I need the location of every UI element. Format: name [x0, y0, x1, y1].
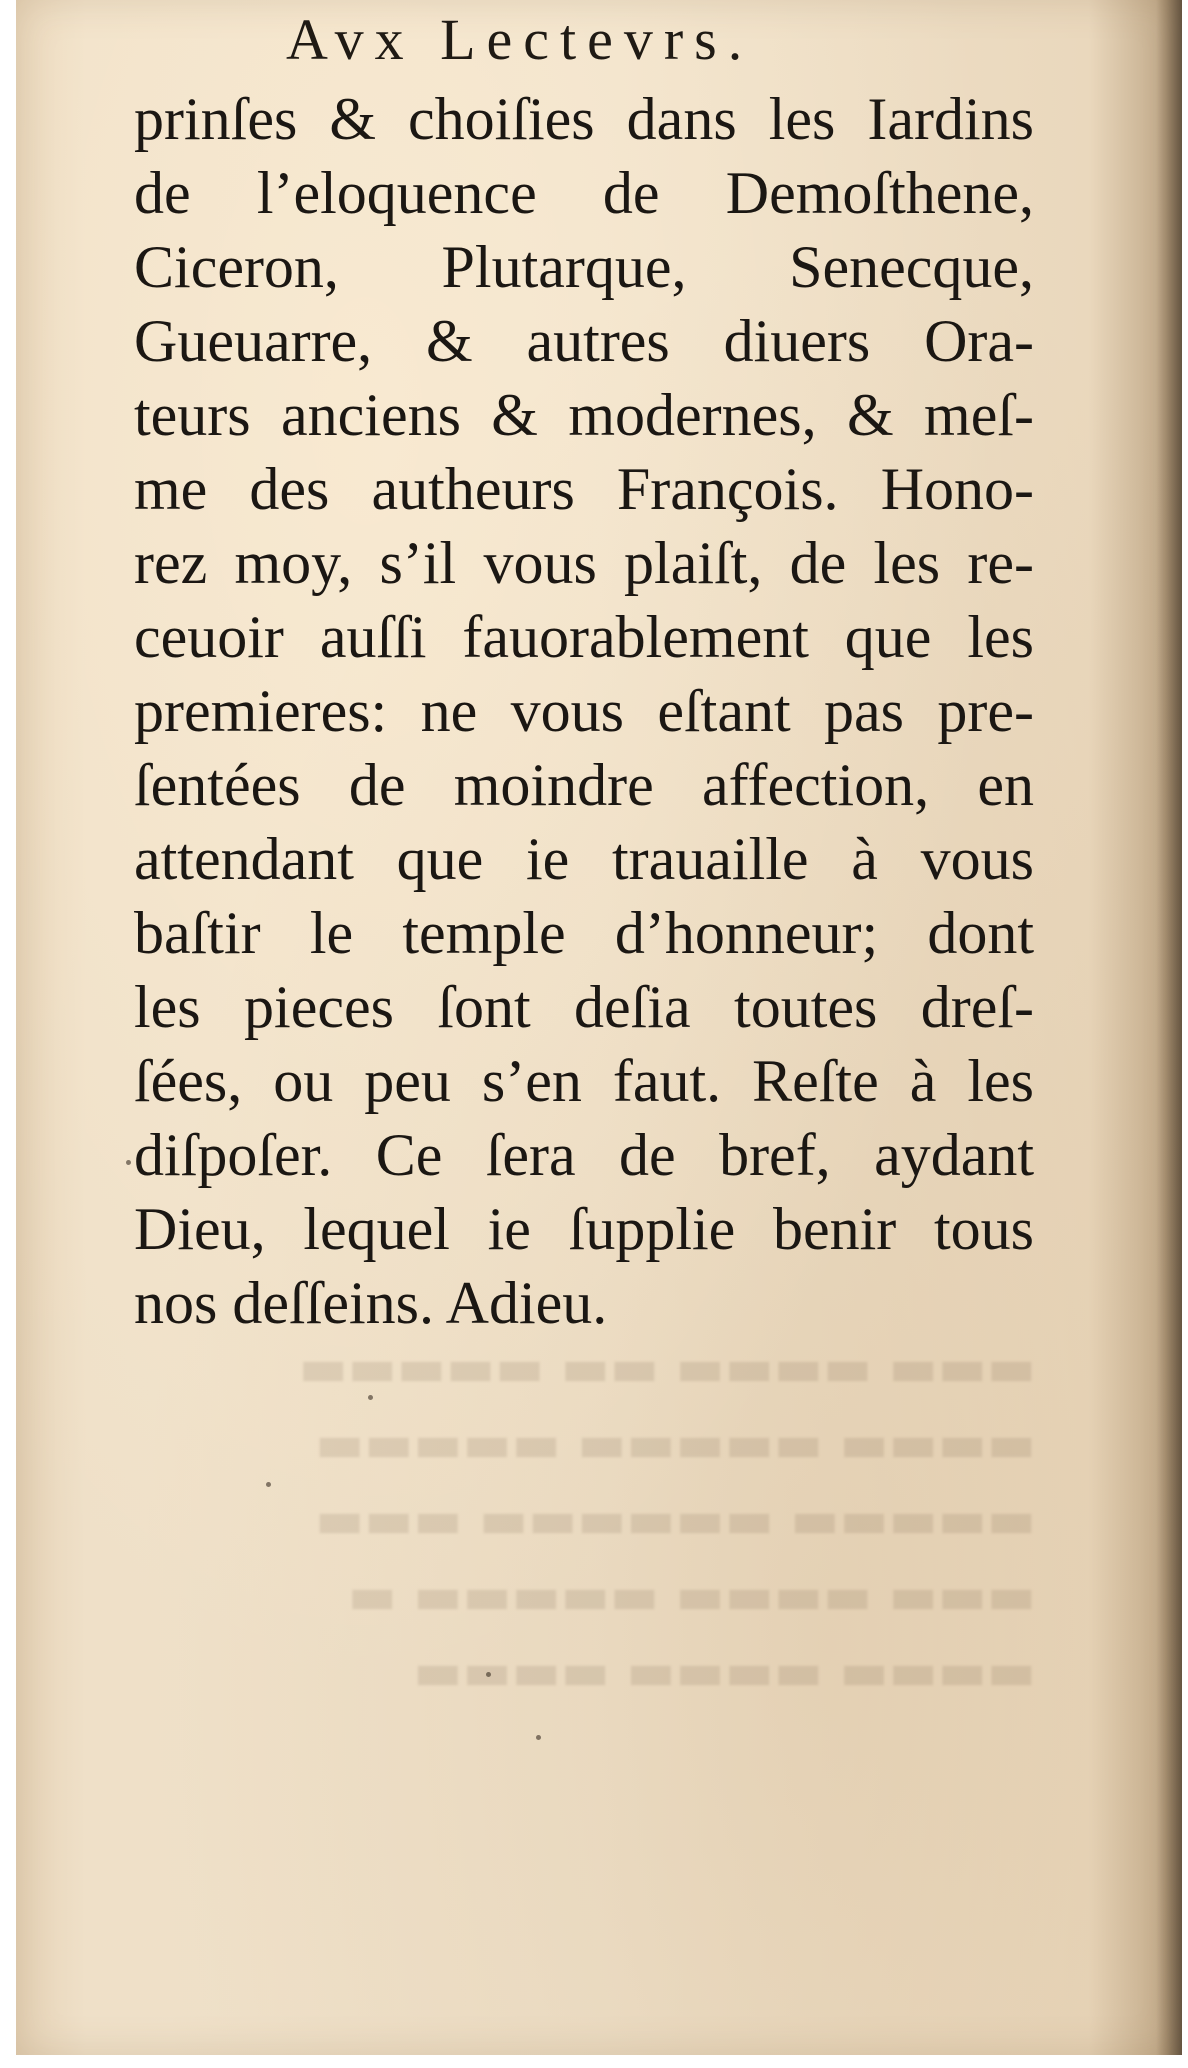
text-line: baſtir le temple d’honneur; dont [134, 900, 1034, 966]
text-line: diſpoſer. Ce ſera de bref, aydant [134, 1122, 1034, 1188]
text-line: ſentées de moindre affection, en [134, 752, 1034, 818]
text-line: les pieces ſont deſia toutes dreſ- [134, 974, 1034, 1040]
body-text [134, 82, 1034, 1340]
text-line: prinſes & choiſies dans les Iardins [134, 86, 1034, 152]
paper-speck [486, 1672, 491, 1677]
paper-speck [368, 1395, 373, 1400]
text-line: premieres: ne vous eſtant pas pre- [134, 678, 1034, 744]
paper-speck [536, 1735, 541, 1740]
running-head: Avx Lectevrs. [286, 7, 754, 72]
text-line: Dieu, lequel ie ſupplie benir tous [134, 1196, 1034, 1262]
text-line: ſées, ou peu s’en faut. Reſte à les [134, 1048, 1034, 1114]
text-line: ceuoir auſſi fauorablement que les [134, 604, 1034, 670]
text-line: nos deſſeins. Adieu. [134, 1270, 608, 1336]
text-line: Ciceron, Plutarque, Senecque, [134, 234, 1034, 300]
book-page [16, 0, 1182, 2055]
show-through-texture: ▬▬▬ ▬▬▬▬ ▬▬ ▬▬▬▬▬ ▬▬▬▬ ▬▬▬▬▬ ▬▬▬▬▬ ▬▬▬▬▬ ▬▬▬▬▬▬ ▬▬▬ ▬▬▬ ▬▬▬▬ ▬▬▬▬▬ ▬ ▬▬▬▬ ▬▬▬▬ ▬▬▬▬ [298, 1338, 1036, 1702]
paper-speck [266, 1482, 271, 1487]
text-line: me des autheurs François. Hono- [134, 456, 1034, 522]
page-gutter-shadow [1156, 0, 1182, 2055]
text-line: rez moy, s’il vous plaiſt, de les re- [134, 530, 1034, 596]
text-line: attendant que ie trauaille à vous [134, 826, 1034, 892]
text-line: Gueuarre, & autres diuers Ora- [134, 308, 1034, 374]
text-line: de l’eloquence de Demoſthene, [134, 160, 1034, 226]
paper-speck [126, 1160, 131, 1165]
text-line: teurs anciens & modernes, & meſ- [134, 382, 1034, 448]
